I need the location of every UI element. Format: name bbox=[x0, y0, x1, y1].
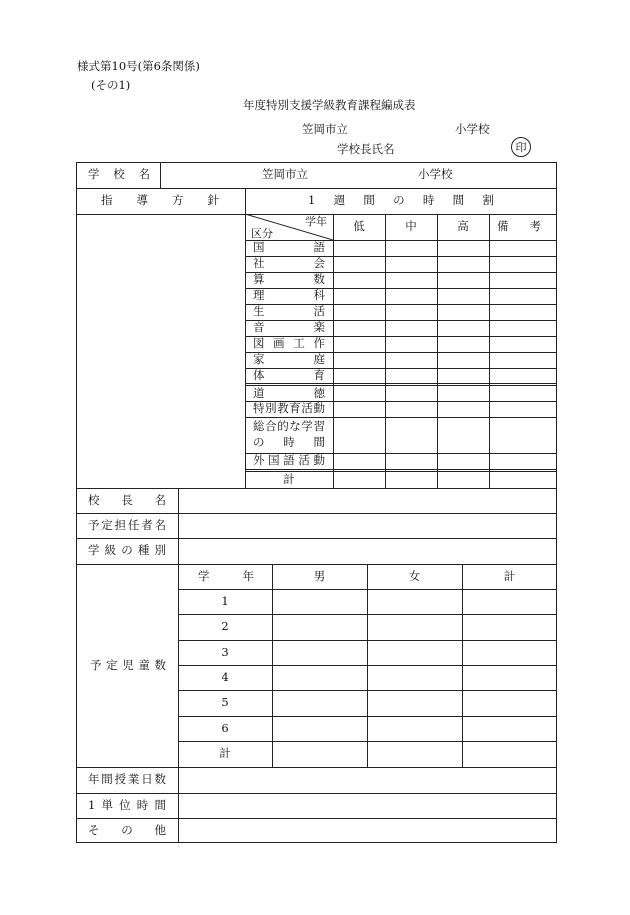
principal-label: 校 長 名 bbox=[88, 492, 166, 507]
page-title: 年度特別支援学級教育課程編成表 bbox=[243, 98, 416, 112]
seal-mark: 印 bbox=[511, 137, 531, 157]
grade-1: 1 bbox=[221, 593, 229, 608]
form-number: 様式第10号(第6条関係) bbox=[77, 59, 200, 73]
grade-6: 6 bbox=[221, 720, 229, 735]
grade-4: 4 bbox=[221, 669, 229, 684]
other-label: そ の 他 bbox=[88, 822, 166, 837]
school-name-label: 学 校 名 bbox=[88, 167, 150, 182]
timetable-total: 計 bbox=[283, 472, 295, 487]
header-city: 笠岡市立 bbox=[302, 122, 348, 136]
subject-science: 理 科 bbox=[253, 288, 325, 303]
class-type-label: 学 級 の 種 別 bbox=[88, 543, 166, 558]
school-city: 笠岡市立 bbox=[262, 167, 308, 182]
subject-home: 家 庭 bbox=[253, 352, 325, 367]
weekly-timetable-header: 1 週 間 の 時 間 割 bbox=[308, 193, 494, 208]
line bbox=[160, 162, 161, 188]
unit-time-label: 1 単 位 時 間 bbox=[88, 797, 166, 812]
grade-col-high: 高 bbox=[457, 219, 469, 234]
principal-name-label: 学校長氏名 bbox=[337, 142, 395, 156]
students-male-header: 男 bbox=[313, 568, 326, 583]
remarks-header: 備 考 bbox=[497, 219, 541, 234]
subject-foreign-language: 外 国 語 活 動 bbox=[253, 453, 325, 468]
students-grade-header: 学 年 bbox=[198, 568, 254, 583]
subject-social: 社 会 bbox=[253, 256, 325, 271]
school-days-label: 年 間 授 業 日 数 bbox=[88, 772, 166, 787]
grade-col-mid: 中 bbox=[405, 219, 417, 234]
subject-special-activities: 特 別 教 育 活 動 bbox=[253, 401, 325, 416]
student-count-label: 予 定 児 童 数 bbox=[90, 657, 166, 672]
subject-japanese: 国 語 bbox=[253, 240, 325, 255]
subject-music: 音 楽 bbox=[253, 320, 325, 335]
subject-moral: 道 徳 bbox=[253, 385, 325, 400]
header-school-suffix: 小学校 bbox=[455, 122, 490, 136]
grade-5: 5 bbox=[221, 695, 229, 710]
form-part: (その1) bbox=[91, 78, 131, 92]
subject-pe: 体 育 bbox=[253, 367, 325, 382]
diag-category-label: 区分 bbox=[251, 227, 273, 240]
school-suffix: 小学校 bbox=[418, 167, 453, 182]
grade-total: 計 bbox=[219, 746, 231, 761]
subject-art: 図 画 工 作 bbox=[253, 336, 325, 351]
subject-math: 算 数 bbox=[253, 272, 325, 287]
subject-life: 生 活 bbox=[253, 304, 325, 319]
students-female-header: 女 bbox=[408, 568, 421, 583]
teacher-label: 予 定 担 任 者 名 bbox=[88, 517, 166, 532]
line bbox=[245, 417, 557, 418]
grade-col-low: 低 bbox=[353, 219, 365, 234]
subject-integrated-study-2: の 時 間 bbox=[253, 435, 325, 450]
policy-label: 指 導 方 針 bbox=[101, 193, 219, 208]
diag-grade-label: 学年 bbox=[305, 215, 327, 228]
students-total-header: 計 bbox=[503, 568, 516, 583]
grade-3: 3 bbox=[221, 644, 229, 659]
grade-2: 2 bbox=[221, 619, 229, 634]
subject-integrated-study-1: 総 合 的 な 学 習 bbox=[253, 419, 325, 434]
